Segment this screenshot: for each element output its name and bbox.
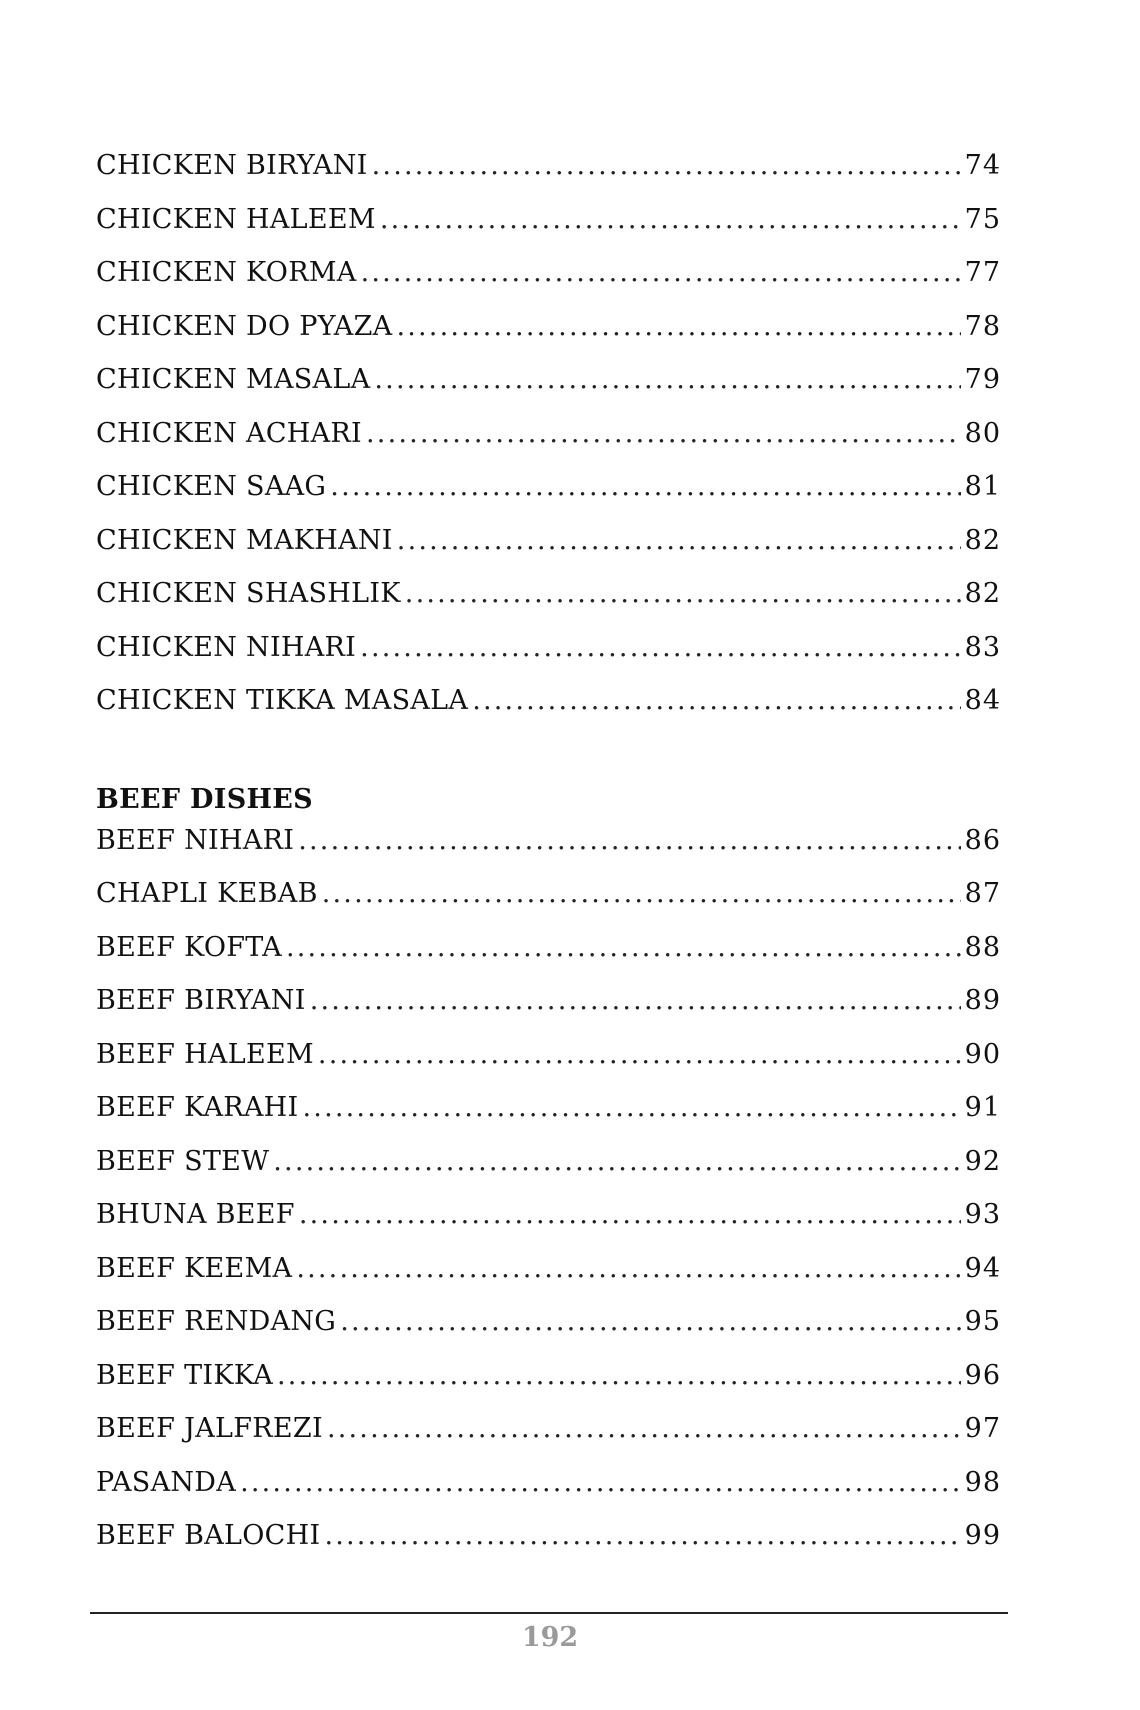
dot-leader [240, 1467, 961, 1498]
toc-entry-title: BEEF BALOCHI [96, 1520, 321, 1551]
dot-leader [327, 1413, 961, 1444]
toc-entry-title: BHUNA BEEF [96, 1199, 295, 1230]
toc-entry-page: 79 [964, 364, 1001, 395]
toc-entry-title: BEEF KEEMA [96, 1252, 293, 1284]
dot-leader [277, 1360, 961, 1391]
toc-entry-page: 84 [964, 685, 1001, 716]
toc-entry-page: 86 [964, 824, 1001, 856]
toc-entry-page: 78 [964, 310, 1001, 342]
chicken-entries-list [96, 150, 1001, 739]
toc-entry[interactable] [96, 685, 1001, 739]
toc-entry[interactable] [96, 257, 1001, 311]
toc-entry[interactable] [96, 825, 1001, 879]
toc-entry-page: 89 [964, 985, 1001, 1016]
toc-entry-title: CHICKEN SHASHLIK [96, 578, 401, 609]
toc-entry[interactable] [96, 1360, 1001, 1414]
toc-entry-title: BEEF JALFREZI [96, 1413, 323, 1444]
toc-entry[interactable] [96, 204, 1001, 258]
toc-entry-page: 91 [964, 1092, 1001, 1123]
toc-entry-title: BEEF KOFTA [96, 931, 282, 963]
toc-entry[interactable] [96, 632, 1001, 686]
toc-entry-title: CHICKEN MAKHANI [96, 524, 393, 556]
dot-leader [361, 257, 961, 288]
toc-entry[interactable] [96, 364, 1001, 418]
toc-entry[interactable] [96, 1306, 1001, 1360]
toc-entry-title: CHAPLI KEBAB [96, 878, 318, 909]
dot-leader [397, 525, 961, 556]
toc-entry-page: 97 [964, 1413, 1001, 1444]
toc-entry-title: CHICKEN HALEEM [96, 203, 376, 235]
toc-entry-title: BEEF KARAHI [96, 1092, 299, 1123]
toc-entry-title: BEEF TIKKA [96, 1359, 273, 1391]
dot-leader [273, 1146, 960, 1177]
toc-entry-page: 95 [964, 1306, 1001, 1337]
toc-entry-title: BEEF NIHARI [96, 824, 295, 856]
toc-entry[interactable] [96, 1520, 1001, 1574]
beef-entries-list [96, 825, 1001, 1574]
dot-leader [318, 1039, 961, 1070]
dot-leader [330, 471, 960, 502]
toc-entry[interactable] [96, 1467, 1001, 1521]
toc-entry[interactable] [96, 1413, 1001, 1467]
toc-entry[interactable] [96, 1092, 1001, 1146]
toc-entry-title: CHICKEN DO PYAZA [96, 310, 393, 342]
toc-entry-title: BEEF STEW [96, 1145, 270, 1177]
toc-entry-page: 80 [964, 417, 1001, 449]
toc-entry-title: CHICKEN KORMA [96, 257, 357, 288]
dot-leader [472, 685, 960, 716]
toc-entry-page: 96 [964, 1359, 1001, 1391]
toc-entry-title: PASANDA [96, 1466, 237, 1498]
toc-entry[interactable] [96, 311, 1001, 365]
toc-entry[interactable] [96, 1039, 1001, 1093]
toc-entry[interactable] [96, 1146, 1001, 1200]
dot-leader [380, 204, 961, 235]
dot-leader [298, 825, 960, 856]
toc-entry-page: 87 [964, 878, 1001, 909]
page-number: 192 [521, 1622, 579, 1653]
dot-leader [299, 1199, 961, 1230]
toc-entry-page: 83 [964, 631, 1001, 663]
toc-entry[interactable] [96, 471, 1001, 525]
toc-entry[interactable] [96, 1199, 1001, 1253]
toc-entry-title: BEEF RENDANG [96, 1306, 337, 1337]
toc-entry-title: BEEF HALEEM [96, 1038, 314, 1070]
toc-entry-title: BEEF BIRYANI [96, 985, 306, 1016]
dot-leader [366, 418, 961, 449]
toc-entry-page: 74 [964, 150, 1001, 181]
toc-entry-page: 82 [964, 524, 1001, 556]
toc-entry[interactable] [96, 525, 1001, 579]
toc-entry-page: 75 [964, 203, 1001, 235]
dot-leader [405, 578, 961, 609]
toc-entry-page: 81 [964, 471, 1001, 502]
dot-leader [340, 1306, 960, 1337]
toc-entry[interactable] [96, 1253, 1001, 1307]
dot-leader [372, 150, 961, 181]
dot-leader [374, 364, 960, 395]
table-of-contents [96, 150, 1001, 1574]
dot-leader [286, 932, 961, 963]
toc-entry-title: CHICKEN BIRYANI [96, 150, 368, 181]
toc-entry-page: 90 [964, 1038, 1001, 1070]
toc-entry[interactable] [96, 418, 1001, 472]
toc-entry-title: CHICKEN NIHARI [96, 631, 357, 663]
toc-entry[interactable] [96, 985, 1001, 1039]
dot-leader [322, 878, 961, 909]
dot-leader [396, 311, 960, 342]
dot-leader [296, 1253, 960, 1284]
section-spacer [96, 739, 1001, 775]
dot-leader [324, 1520, 960, 1551]
section-heading-beef-dishes: BEEF DISHES [96, 783, 313, 815]
toc-entry-page: 99 [964, 1520, 1001, 1551]
toc-entry-page: 94 [964, 1252, 1001, 1284]
toc-entry-title: CHICKEN ACHARI [96, 417, 363, 449]
dot-leader [303, 1092, 961, 1123]
toc-entry-title: CHICKEN SAAG [96, 471, 327, 502]
toc-entry-page: 98 [964, 1466, 1001, 1498]
toc-entry-page: 82 [964, 578, 1001, 609]
toc-entry[interactable] [96, 578, 1001, 632]
toc-entry-page: 93 [964, 1199, 1001, 1230]
toc-entry-page: 92 [964, 1145, 1001, 1177]
dot-leader [310, 985, 961, 1016]
toc-entry-page: 88 [964, 931, 1001, 963]
toc-entry-page: 77 [964, 257, 1001, 288]
footer-divider [90, 1612, 1008, 1614]
dot-leader [360, 632, 960, 663]
toc-entry[interactable] [96, 150, 1001, 204]
toc-entry-title: CHICKEN TIKKA MASALA [96, 685, 469, 716]
toc-entry[interactable] [96, 878, 1001, 932]
toc-entry[interactable] [96, 932, 1001, 986]
toc-entry-title: CHICKEN MASALA [96, 364, 371, 395]
